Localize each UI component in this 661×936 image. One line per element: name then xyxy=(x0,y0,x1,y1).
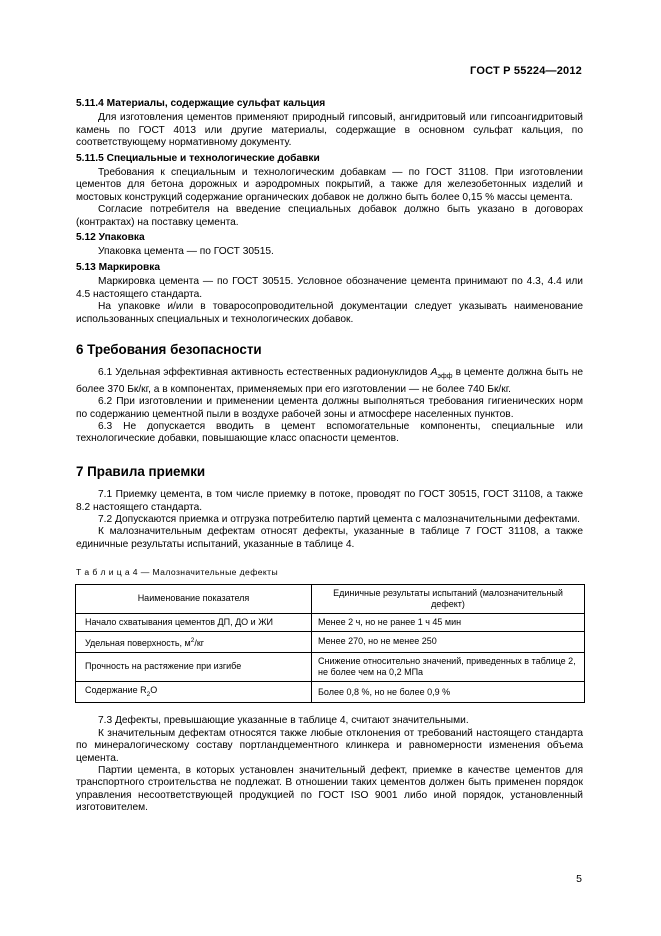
paragraph: Партии цемента, в которых установлен значительный дефект, приемке в качестве цементов для транспортного строительства не подлежат. В отношении таких цементов должен быть применен порядок управления несоответствующей продукцией по ГОСТ ISO 9001 либо иной порядок, установленный изготовителем. xyxy=(76,765,583,814)
paragraph: 7.2 Допускаются приемка и отгрузка потребителю партий цемента с малозначительными дефектами. xyxy=(98,514,580,525)
table-row xyxy=(76,613,585,631)
paragraph: Упаковка цемента — по ГОСТ 30515. xyxy=(98,246,274,258)
table-cell: Менее 270, но не менее 250 xyxy=(312,631,585,652)
table-cell: Прочность на растяжение при изгибе xyxy=(76,652,312,681)
page-number: 5 xyxy=(576,873,582,885)
paragraph: 6.3 Не допускается вводить в цемент вспомогательные компоненты, специальные или технологические добавки, повышающие класс опасности цементов. xyxy=(76,420,583,445)
heading-5-13: 5.13 Маркировка xyxy=(76,261,160,273)
section-6-heading: 6 Требования безопасности xyxy=(76,341,262,357)
table-cell: Начало схватывания цементов ДП, ДО и ЖИ xyxy=(76,613,312,631)
text-run: 6.1 Удельная эффективная активность естественных радионуклидов xyxy=(98,367,431,379)
paragraph: На упаковке и/или в товаросопроводительной документации следует указывать наименование использованных специальных и технологических добавок. xyxy=(76,301,583,325)
column-header: Единичные результаты испытаний (малозначительный дефект) xyxy=(312,584,585,613)
text-run: Удельная поверхность, м xyxy=(85,637,191,648)
paragraph: Требования к специальным и технологическим добавкам — по ГОСТ 31108. При изготовлении цементов для бетона дорожных и аэродромных покрытий, а также для железобетонных изделий и мостовых конструкций содержание органических добавок не должно быть более 0,15 % массы цемента. xyxy=(76,167,583,203)
paragraph-6-1 xyxy=(76,367,583,396)
table-row xyxy=(76,631,585,652)
table-cell: Снижение относительно значений, приведенных в таблице 2, не более чем на 0,2 МПа xyxy=(312,652,585,681)
table-cell: Более 0,8 %, но не более 0,9 % xyxy=(312,681,585,703)
table-4 xyxy=(75,584,585,704)
paragraph: Маркировка цемента — по ГОСТ 30515. Условное обозначение цемента принимают по 4.3, 4.4 или 4.5 настоящего стандарта. xyxy=(76,276,583,300)
variable-a: A xyxy=(430,367,438,379)
table-row xyxy=(76,652,585,681)
subscript: эфф xyxy=(437,373,453,381)
paragraph: 7.3 Дефекты, превышающие указанные в таблице 4, считают значительными. xyxy=(98,715,469,727)
heading-5-11-5: 5.11.5 Специальные и технологические добавки xyxy=(76,152,320,164)
paragraph: 6.2 При изготовлении и применении цемента должны выполняться требования гигиенических норм по содержанию цементной пыли в воздухе рабочей зоны и атмосфере населенных пунктов. xyxy=(76,396,583,420)
table-header-row xyxy=(76,584,585,613)
superscript: 2 xyxy=(190,636,195,644)
table-cell xyxy=(76,631,312,652)
section-7-heading: 7 Правила приемки xyxy=(76,463,206,479)
heading-5-11-4: 5.11.4 Материалы, содержащие сульфат кальция xyxy=(76,98,326,109)
paragraph: Согласие потребителя на введение специальных добавок должно быть указано в договорах (контрактах) на поставку цемента. xyxy=(76,204,583,228)
subscript: 2 xyxy=(146,690,151,698)
table-cell xyxy=(76,681,312,703)
text-run: в цементе должна быть не более 370 Бк/кг, а в компонентах, применяемых при его изготовлении — не более 740 Бк/кг. xyxy=(76,367,583,395)
text-run: /кг xyxy=(194,637,205,648)
page-content xyxy=(76,95,583,815)
table-cell: Менее 2 ч, но не ранее 1 ч 45 мин xyxy=(312,613,585,631)
standard-header: ГОСТ Р 55224—2012 xyxy=(470,65,582,77)
table-caption: Т а б л и ц а 4 — Малозначительные дефекты xyxy=(76,567,279,578)
paragraph: 7.1 Приемку цемента, в том числе приемку в потоке, проводят по ГОСТ 30515, ГОСТ 31108, а также 8.2 настоящего стандарта. xyxy=(76,489,583,513)
text-run: Содержание R xyxy=(85,684,147,695)
column-header: Наименование показателя xyxy=(76,584,312,613)
paragraph: К значительным дефектам относятся также любые отклонения от требований настоящего стандарта по минералогическому составу портландцементного клинкера и равномерности изменения объема цемента. xyxy=(76,727,583,764)
table-row xyxy=(76,681,585,703)
heading-5-12: 5.12 Упаковка xyxy=(76,232,145,244)
paragraph: К малозначительным дефектам относят дефекты, указанные в таблице 7 ГОСТ 31108, а также единичные результаты испытаний, указанные в таблице 4. xyxy=(76,526,583,550)
paragraph: Для изготовления цементов применяют природный гипсовый, ангидритовый или гипсоангидритовый камень по ГОСТ 4013 или другие материалы, содержащие в основном сульфат кальция, по соответствующему нормативному документу. xyxy=(76,112,583,149)
text-run: O xyxy=(150,684,158,695)
